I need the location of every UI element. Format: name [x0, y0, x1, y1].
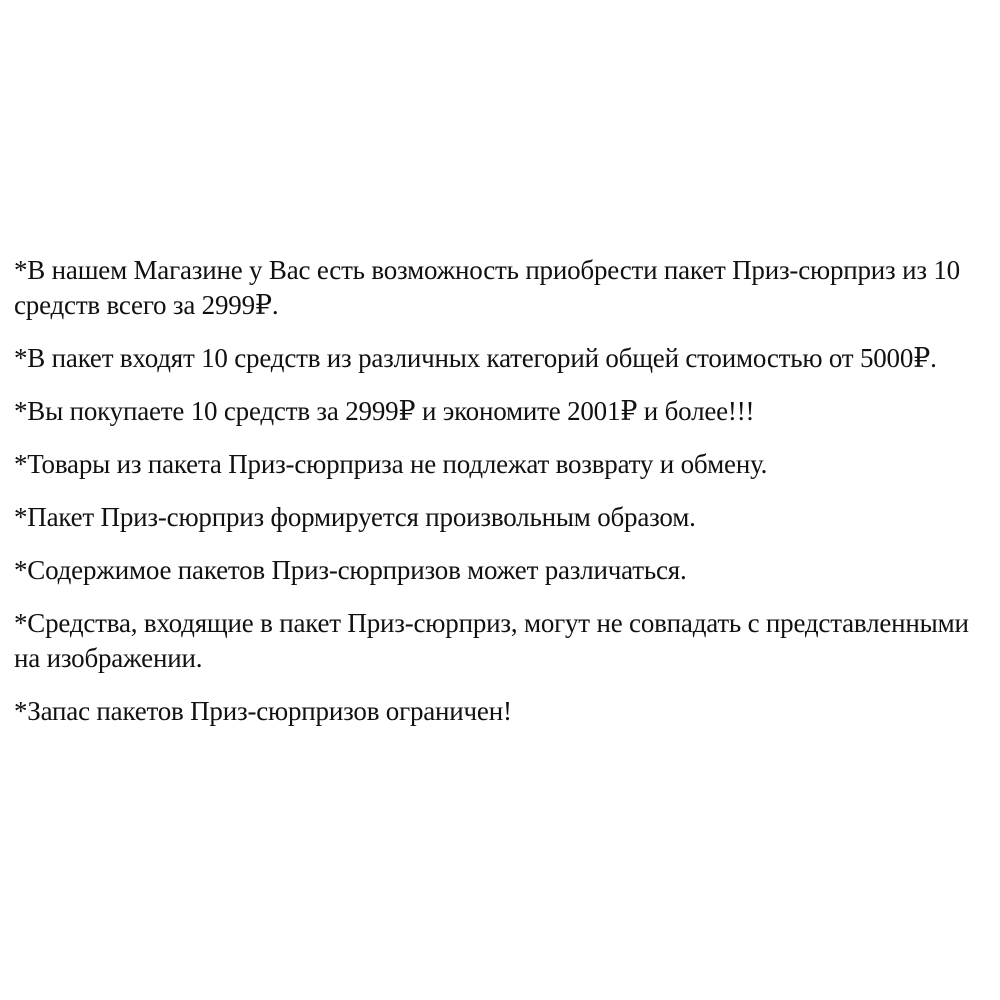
note-limited-stock: *Запас пакетов Приз-сюрпризов ограничен!	[14, 696, 512, 726]
note-package-contents: *В пакет входят 10 средств из различных категорий общей стоимостью от 5000₽.	[14, 343, 937, 373]
note-prize-package-offer: *В нашем Магазине у Вас есть возможность приобрести пакет Приз-сюрприз из 10 средств всего за 2999₽.	[14, 255, 960, 320]
note-content-varies: *Содержимое пакетов Приз-сюрпризов может различаться.	[14, 555, 687, 585]
note-savings: *Вы покупаете 10 средств за 2999₽ и экономите 2001₽ и более!!!	[14, 396, 755, 426]
note-random-selection: *Пакет Приз-сюрприз формируется произвольным образом.	[14, 502, 696, 532]
terms-notes-list	[14, 253, 989, 747]
note-no-return: *Товары из пакета Приз-сюрприза не подлежат возврату и обмену.	[14, 449, 768, 479]
note-image-mismatch: *Средства, входящие в пакет Приз-сюрприз, могут не совпадать с представленными на изображении.	[14, 608, 969, 673]
